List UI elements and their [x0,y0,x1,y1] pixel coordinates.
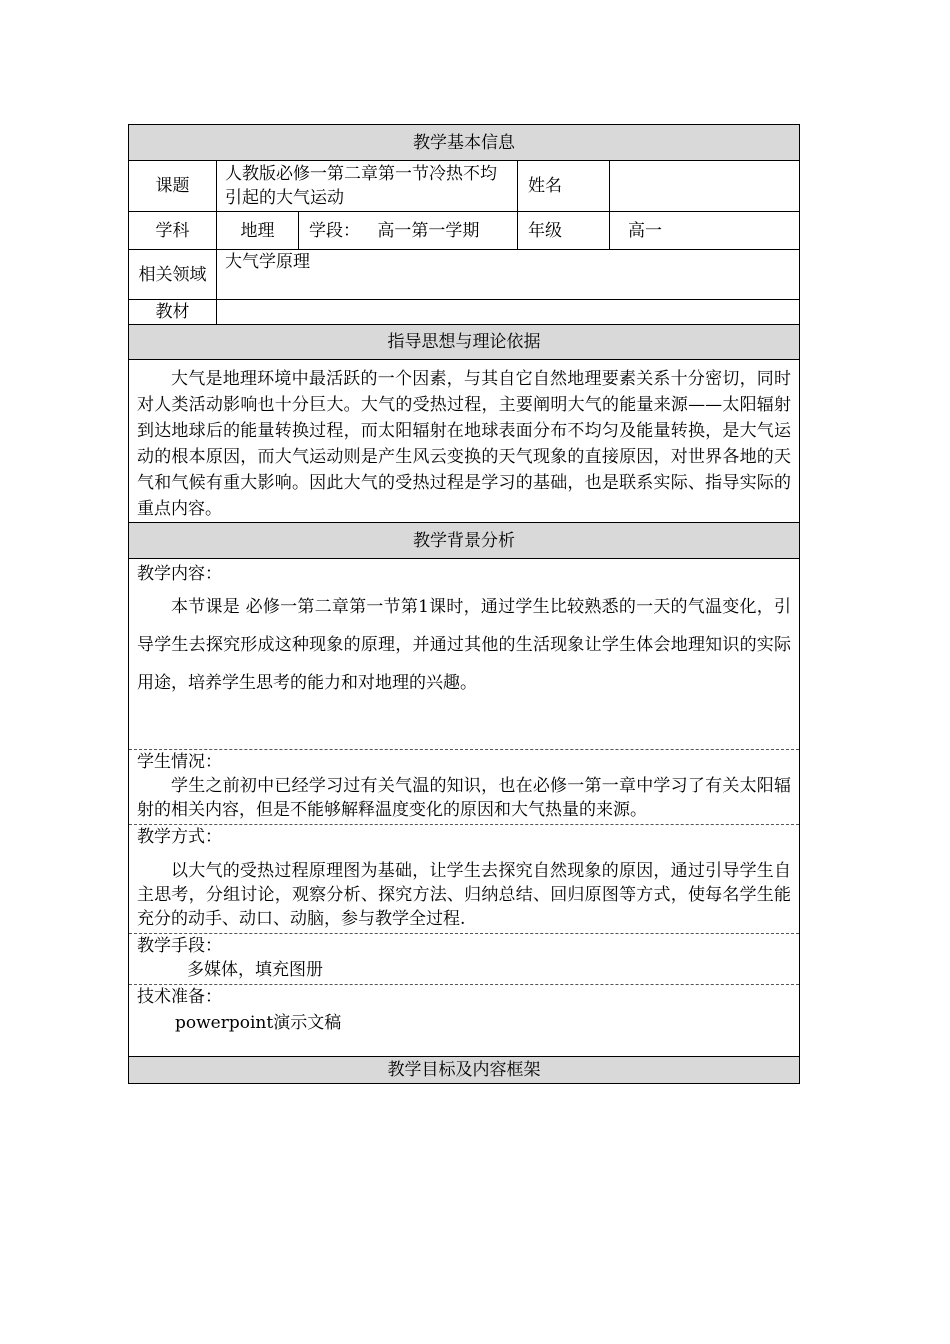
guiding-paragraph: 大气是地理环境中最活跃的一个因素，与其自它自然地理要素关系十分密切，同时对人类活动影响也十分巨大。大气的受热过程，主要阐明大气的能量来源——太阳辐射到达地球后的能量转换过程，而太阳辐射在地球表面分布不均匀及能量转换，是大气运动的根本原因，而大气运动则是产生风云变换的天气现象的直接原因，对世界各地的天气和气候有重大影响。因此大气的受热过程是学习的基础，也是联系实际、指导实际的重点内容。 [129,360,800,523]
method-block [129,825,799,934]
topic-value: 人教版必修一第二章第一节冷热不均引起的大气运动 [217,161,518,212]
section-guiding: 指导思想与理论依据 [129,325,800,360]
method-label: 教学方式： [137,827,222,847]
section-background: 教学背景分析 [129,523,800,559]
topic-label: 课题 [129,161,217,212]
students-label: 学生情况： [137,752,222,772]
background-cell [129,559,800,1057]
means-label: 教学手段： [137,936,222,956]
stage-label: 学段： [309,220,360,241]
students-text: 学生之前初中已经学习过有关气温的知识，也在必修一第一章中学习了有关太阳辐射的相关内容，但是不能够解释温度变化的原因和大气热量的来源。 [137,776,792,820]
name-label: 姓名 [518,161,610,212]
textbook-value [217,300,800,325]
means-block [129,934,799,985]
section-basic-info: 教学基本信息 [129,125,800,161]
content-text: 本节课是 必修一第二章第一节第1课时，通过学生比较熟悉的一天的气温变化，引导学生去探究形成这种现象的原理，并通过其他的生活现象让学生体会地理知识的实际用途，培养学生思考的能力和对地理的兴趣。 [137,597,792,693]
lesson-plan-table [128,124,800,1084]
means-text: 多媒体，填充图册 [187,960,323,980]
field-label: 相关领域 [129,250,217,300]
tech-label: 技术准备： [137,987,222,1007]
grade-value: 高一 [610,212,800,250]
subject-value: 地理 [217,212,299,250]
method-text: 以大气的受热过程原理图为基础，让学生去探究自然现象的原因，通过引导学生自主思考，分组讨论，观察分析、探究方法、归纳总结、回归原图等方式，使每名学生能充分的动手、动口、动脑，参与教学全过程. [137,861,792,929]
textbook-label: 教材 [129,300,217,325]
tech-text: powerpoint演示文稿 [175,1013,342,1033]
name-value [610,161,800,212]
students-block [129,750,799,825]
field-value: 大气学原理 [217,250,800,300]
content-label: 教学内容： [137,564,222,584]
grade-label: 年级 [518,212,610,250]
content-block [129,559,799,750]
subject-label: 学科 [129,212,217,250]
tech-block [129,985,799,1055]
stage-value: 高一第一学期 [377,220,480,241]
stage-cell [299,212,518,250]
section-goals: 教学目标及内容框架 [129,1057,800,1084]
